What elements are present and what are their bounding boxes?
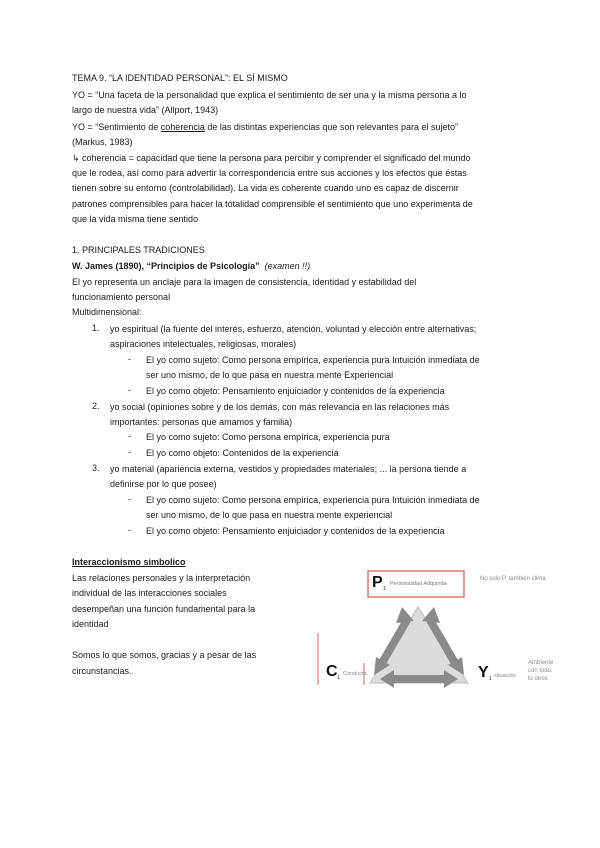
- interactionism-line5: Somos lo que somos, gracias y a pesar de las: [72, 650, 257, 660]
- sub-item-line: El yo como sujeto: Como persona empírica, experiencia pura Intuición inmediata de: [146, 495, 480, 505]
- definition-allport-line2: largo de nuestra vida” (Allport, 1943): [72, 105, 219, 115]
- list-item-line: definirse por lo que posee): [110, 479, 217, 489]
- section-heading-traditions: 1. PRINCIPALES TRADICIONES: [72, 245, 205, 255]
- list-item-line: importantes: personas que amamos y familia): [110, 417, 293, 427]
- definition-markus-line1: [72, 121, 458, 133]
- list-item-line: aspiraciones intelectuales, religiosas, morales): [110, 339, 297, 349]
- bullet-dash: -: [128, 431, 131, 441]
- y-note-line1: Ambiente: [528, 660, 554, 666]
- sub-item-line: El yo como objeto: Pensamiento enjuiciador y contenidos de la experiencia: [146, 526, 445, 536]
- p-subscript: 1: [383, 586, 386, 592]
- list-number: 1.: [92, 323, 100, 333]
- y-letter: Y: [478, 664, 489, 681]
- list-number: 2.: [92, 401, 100, 411]
- arrow-p-c-head-top: [396, 607, 414, 623]
- page-title: TEMA 9. “LA IDENTIDAD PERSONAL”: EL SÍ MISMO: [72, 73, 288, 83]
- sub-item-line: El yo como objeto: Contenidos de la experiencia: [146, 448, 339, 458]
- arrow-p-y-head-top: [422, 607, 440, 623]
- p-letter: P: [372, 574, 383, 591]
- section-heading-interactionism: Interaccionismo simbolico: [72, 557, 186, 567]
- interactionism-line2: individual de las interacciones sociales: [72, 588, 227, 598]
- multidimensional-label: Multidimensional:: [72, 307, 142, 317]
- interactionism-line3: desempeñan una función fundamental para la: [72, 604, 256, 614]
- triangle: [370, 607, 468, 683]
- list-item-line: yo social (opiniones sobre y de los demás, con más relevancia en las relaciones más: [110, 402, 450, 412]
- coherence-line2: que le rodea, así como para advertir la correspondencia entre sus acciones y los efectos que éstas: [72, 168, 467, 178]
- y-note-line2: con todo,: [528, 668, 553, 674]
- c-subscript: 1: [337, 675, 340, 681]
- bullet-dash: -: [128, 494, 131, 504]
- definition-markus-pre: YO = “Sentimiento de: [72, 122, 161, 132]
- definition-markus-post: de las distintas experiencias que son relevantes para el sujeto”: [204, 122, 458, 132]
- interactionism-line4: identidad: [72, 619, 109, 629]
- list-item-line: yo espiritual (la fuente del interés, esfuerzo, atención, voluntad y elección entre alternativas;: [110, 324, 477, 334]
- c-label: Conducta: [343, 671, 367, 677]
- bullet-dash: -: [128, 447, 131, 457]
- definition-markus-line2: (Markus, 1983): [72, 137, 133, 147]
- definition-allport-line1: YO = “Una faceta de la personalidad que explica el sentimiento de ser una y la misma persona a lo: [72, 90, 467, 100]
- james-line: [72, 260, 310, 272]
- list-number: 3.: [92, 463, 100, 473]
- james-book: , “Principios de Psicología”: [141, 261, 260, 271]
- bullet-dash: -: [128, 525, 131, 535]
- y-label: situación: [494, 673, 516, 679]
- bullet-dash: -: [128, 385, 131, 395]
- james-para-line2: funcionamiento personal: [72, 292, 171, 302]
- p-label: Personalidad Adquirida: [390, 581, 447, 587]
- coherence-line3: tienen sobre su entorno (controlabilidad). La vida es coherente cuando uno es capaz de discernir: [72, 183, 459, 193]
- james-author: W. James (1890): [72, 261, 142, 271]
- reciprocal-determinism-diagram: [310, 565, 570, 695]
- james-para-line1: El yo representa un anclaje para la imagen de consistencia, identidad y estabilidad del: [72, 277, 417, 287]
- sub-item-line: El yo como sujeto: Como persona empírica, experiencia pura: [146, 432, 390, 442]
- sub-item-line: El yo como objeto: Pensamiento enjuiciador y contenidos de la experiencia: [146, 386, 445, 396]
- list-item-line: yo material (apariencia externa, vestidos y propiedades materiales; ... la persona tiende a: [110, 464, 467, 474]
- p-note: No solo P, también clima: [480, 576, 546, 582]
- bullet-dash: -: [128, 354, 131, 364]
- y-subscript: 1: [489, 676, 492, 682]
- interactionism-line6: circunstancias.: [72, 666, 132, 676]
- definition-markus-underlined: coherencia: [160, 122, 205, 132]
- coherence-line4: patrones comprensibles para hacer la totalidad comprensible el sentimiento que uno experimenta de: [72, 199, 473, 209]
- exam-note: (examen !!): [264, 261, 311, 271]
- coherence-line5: que la vida misma tiene sentido: [72, 214, 199, 224]
- c-letter: C: [326, 663, 338, 680]
- sub-item-line: ser uno mismo, de lo que pasa en nuestra mente Experiencial: [146, 370, 394, 380]
- coherence-line1: ↳ coherencia = capacidad que tiene la persona para percibir y comprender el significado del mundo: [72, 153, 471, 163]
- sub-item-line: ser uno mismo, de lo que pasa en nuestra mente experiencial: [146, 510, 393, 520]
- y-note-line3: lo otros: [528, 676, 548, 682]
- sub-item-line: El yo como sujeto: Como persona empírica, experiencia pura Intuición inmediata de: [146, 355, 480, 365]
- interactionism-line1: Las relaciones personales y la interpretación: [72, 573, 251, 583]
